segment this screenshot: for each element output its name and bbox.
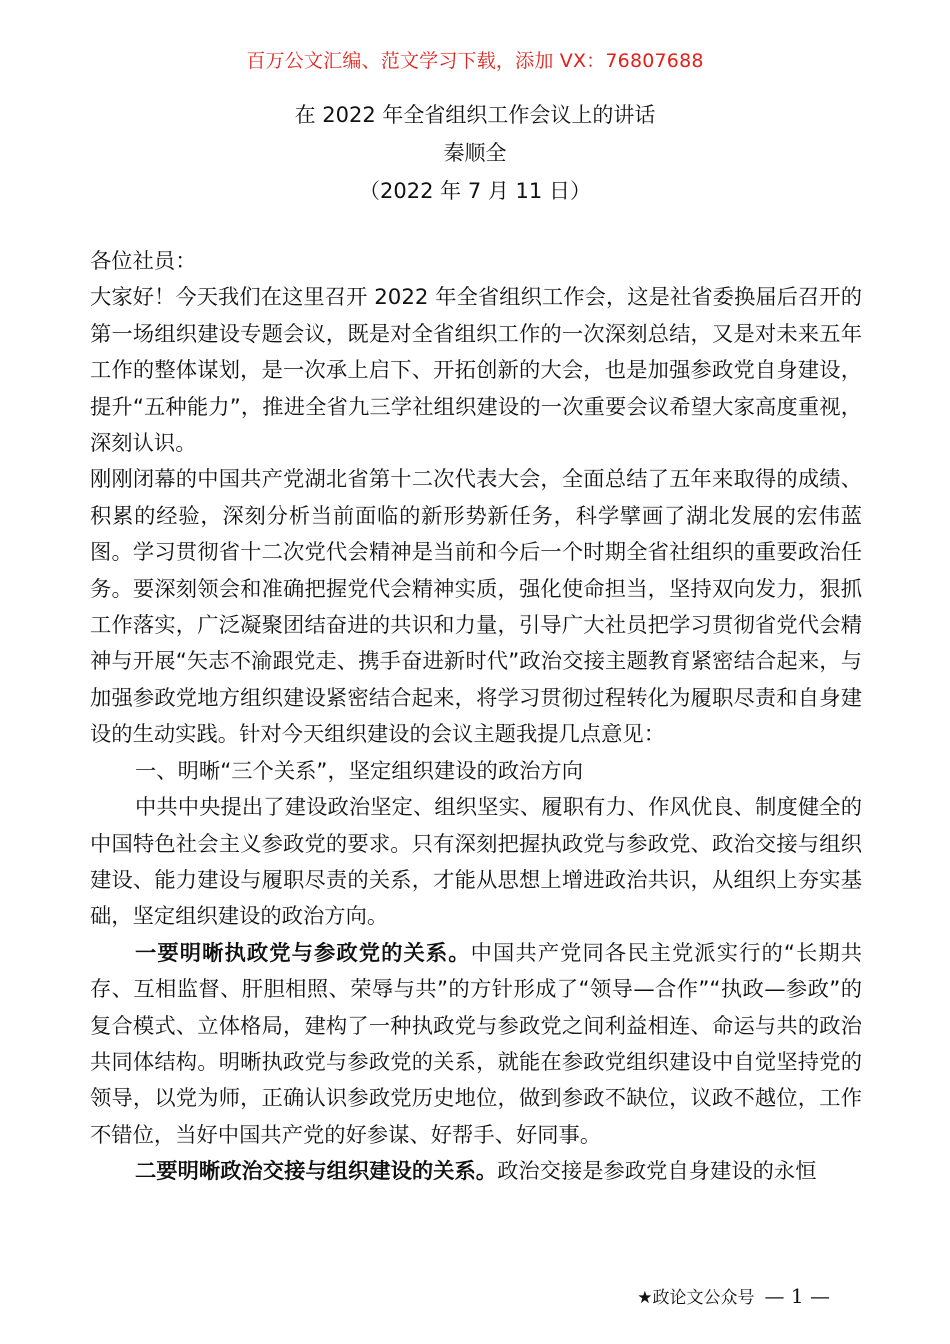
paragraph-opening: 大家好！今天我们在这里召开 2022 年全省组织工作会，这是社省委换届后召开的第一场组织建设专题会议，既是对全省组织工作的一次深刻总结，又是对未来五年工作的整体谋划，是一次承上启下、开拓创新的大会，也是加强参政党自身建设，提升“五种能力”，推进全省九三学社组织建设的一次重要会议希望大家高度重视，深刻认识。 (90, 285, 862, 457)
speaker-name: 秦顺全 (443, 141, 507, 165)
page-number: — 1 — (764, 1284, 830, 1308)
footer-label: ★政论文公众号 (637, 1288, 755, 1308)
paragraph-relation-2 (90, 1154, 862, 1190)
watermark-banner: 百万公文汇编、范文学习下载，添加 VX：76807688 (246, 50, 704, 72)
salutation: 各位社员： (90, 249, 197, 274)
speech-title: 在 2022 年全省组织工作会议上的讲话 (294, 103, 656, 127)
paragraph-section1-intro: 中共中央提出了建设政治坚定、组织坚实、履职有力、作风优良、制度健全的中国特色社会主义参政党的要求。只有深刻把握执政党与参政党、政治交接与组织建设、能力建设与履职尽责的关系，才能从思想上增进政治共识，从组织上夯实基础，坚定组织建设的政治方向。 (90, 795, 862, 930)
speech-date: （2022 年 7 月 11 日） (359, 179, 591, 203)
paragraph-text: 中国共产党同各民主党派实行的“长期共存、互相监督、肝胆相照、荣辱与共”的方针形成了“领导—合作”“执政—参政”的复合模式、立体格局，建构了一种执政党与参政党之间利益相连、命运与共的政治共同体结构。明晰执政党与参政党的关系，就能在参政党组织建设中自觉坚持党的领导，以党为师，正确认识参政党历史地位，做到参政不缺位，议政不越位，工作不错位，当好中国共产党的好参谋、好帮手、好同事。 (90, 940, 862, 1148)
paragraph-text: 政治交接是参政党自身建设的永恒 (497, 1159, 817, 1185)
title-block (0, 96, 950, 210)
paragraph-lead: 二要明晰政治交接与组织建设的关系。 (135, 1159, 498, 1185)
paragraph-lead: 一要明晰执政党与参政党的关系。 (135, 940, 471, 966)
section-heading-1: 一、明晰“三个关系”，坚定组织建设的政治方向 (135, 758, 584, 784)
paragraph-relation-1 (90, 936, 862, 1154)
speech-body (90, 244, 862, 1191)
page-footer (637, 1283, 830, 1308)
paragraph-party-congress: 刚刚闭幕的中国共产党湖北省第十二次代表大会，全面总结了五年来取得的成绩、积累的经验，深刻分析当前面临的新形势新任务，科学擘画了湖北发展的宏伟蓝图。学习贯彻省十二次党代会精神是当前和今后一个时期全省社组织的重要政治任务。要深刻领会和准确把握党代会精神实质，强化使命担当，坚持双向发力，狠抓工作落实，广泛凝聚团结奋进的共识和力量，引导广大社员把学习贯彻省党代会精神与开展“矢志不渝跟党走、携手奋进新时代”政治交接主题教育紧密结合起来，与加强参政党地方组织建设紧密结合起来，将学习贯彻过程转化为履职尽责和自身建设的生动实践。针对今天组织建设的会议主题我提几点意见： (90, 467, 862, 748)
